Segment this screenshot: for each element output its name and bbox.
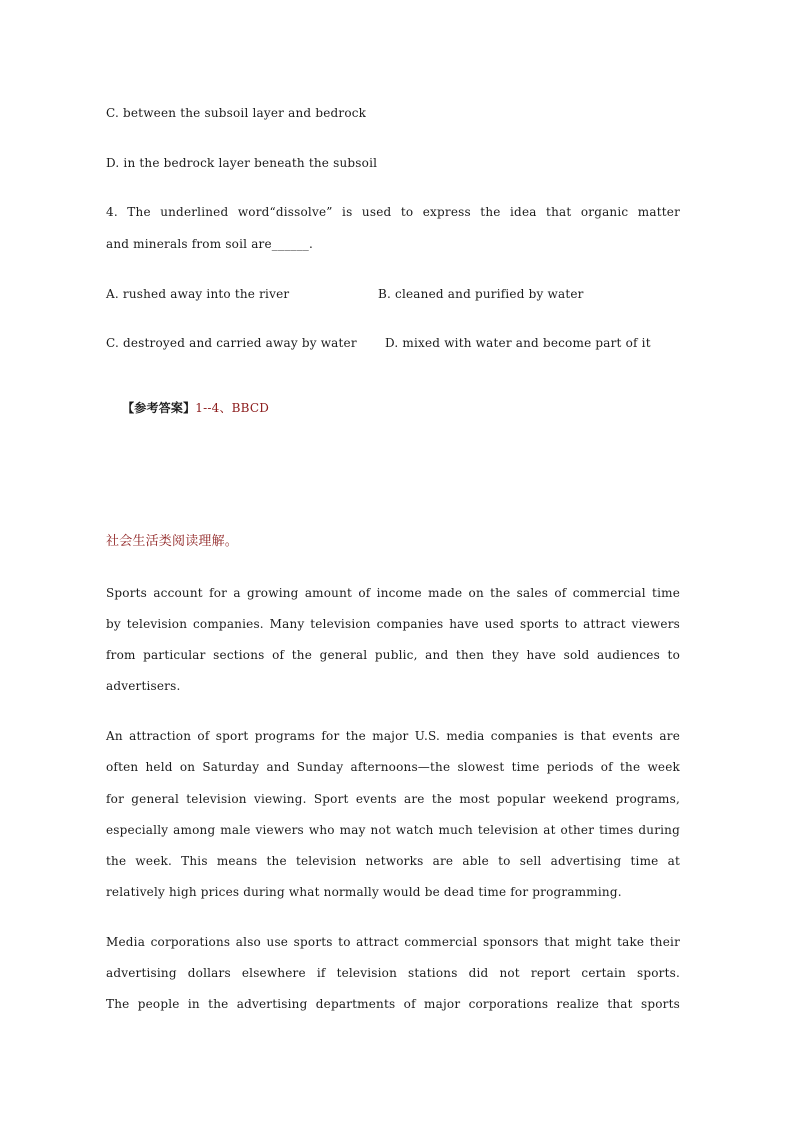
passage-p2-line-3: for general television viewing. Sport events are the most popular weekend programs, — [106, 792, 680, 806]
q3-option-d: D. in the bedrock layer beneath the subsoil — [106, 156, 378, 170]
passage-p2-line-6: relatively high prices during what normally would be dead time for programming. — [106, 885, 622, 899]
q4-option-a: A. rushed away into the river — [106, 287, 290, 301]
q4-option-b: B. cleaned and purified by water — [378, 287, 584, 301]
passage-p1-line-4: advertisers. — [106, 679, 181, 693]
passage-p2-line-4: especially among male viewers who may not watch much television at other times during — [106, 823, 680, 837]
passage-p1-line-3: from particular sections of the general public, and then they have sold audiences to — [106, 648, 680, 662]
answer-key — [106, 384, 269, 432]
answer-key-text: 1--4、BBCD — [195, 401, 270, 415]
q4-option-c: C. destroyed and carried away by water — [106, 336, 357, 350]
q4-stem-line-1: 4. The underlined word“dissolve” is used to express the idea that organic matter — [106, 205, 680, 219]
q3-option-c: C. between the subsoil layer and bedrock — [106, 106, 367, 120]
section-title: 社会生活类阅读理解。 — [106, 534, 239, 549]
passage-p3-line-2: advertising dollars elsewhere if television stations did not report certain sports. — [106, 966, 680, 980]
passage-p2-line-2: often held on Saturday and Sunday afternoons—the slowest time periods of the week — [106, 760, 680, 774]
passage-p2-line-5: the week. This means the television networks are able to sell advertising time at — [106, 854, 680, 868]
passage-p2-line-1: An attraction of sport programs for the major U.S. media companies is that events are — [106, 729, 680, 743]
passage-p1-line-1: Sports account for a growing amount of income made on the sales of commercial time — [106, 586, 680, 600]
q4-option-d: D. mixed with water and become part of it — [385, 336, 651, 350]
passage-p1-line-2: by television companies. Many television companies have used sports to attract viewers — [106, 617, 680, 631]
passage-p3-line-1: Media corporations also use sports to attract commercial sponsors that might take their — [106, 935, 680, 949]
answer-key-label: 【参考答案】 — [122, 401, 196, 415]
q4-stem-line-2: and minerals from soil are______. — [106, 237, 314, 251]
passage-p3-line-3: The people in the advertising departments of major corporations realize that sports — [106, 997, 680, 1011]
